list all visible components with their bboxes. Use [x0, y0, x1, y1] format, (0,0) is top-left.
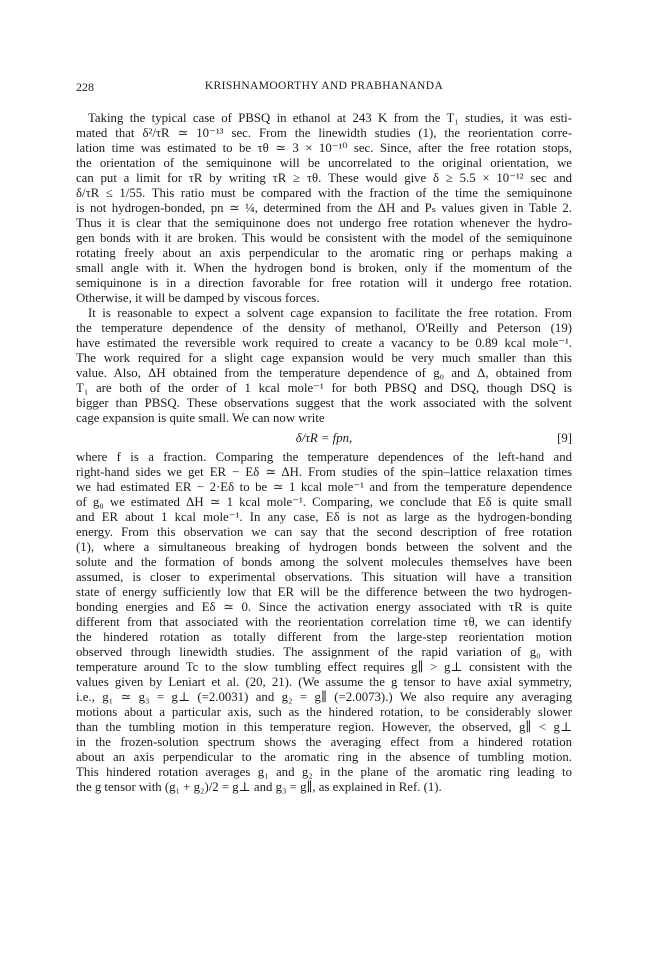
text-line: semiquinone is in a direction favorable for free rotation will it undergo free rotation. — [76, 276, 572, 290]
text-line: the orientation of the semiquinone will be uncorrelated to the original orientation, we — [76, 156, 572, 170]
equation-number: [9] — [557, 431, 572, 445]
text-line: in the frozen-solution spectrum shows the averaging effect from a hindered rotation — [76, 735, 572, 749]
paragraph-3 — [76, 450, 572, 795]
text-line: bigger than PBSQ. These observations suggest that the work associated with the solvent — [76, 396, 572, 410]
text-line: the hindered rotation as totally different from the large-step reorientation motion — [76, 630, 572, 644]
paragraph-2 — [76, 306, 572, 426]
text-line: motions about a particular axis, such as the hindered rotation, to be considerably slower — [76, 705, 572, 719]
running-head: KRISHNAMOORTHY AND PRABHANANDA — [204, 80, 444, 92]
equation-text: δ/τR = fpn, — [295, 431, 353, 445]
text-line: different from that associated with the reorientation correlation time τθ, we can identify — [76, 615, 572, 629]
text-line: observed through linewidth studies. The assignment of the rapid variation of g₀ with — [76, 645, 572, 659]
text-line: is not hydrogen-bonded, pn ≃ ¼, determined from the ΔH and Pₛ values given in Table 2. — [76, 201, 572, 215]
text-line: assumed, is closer to experimental observations. This situation will have a transition — [76, 570, 572, 584]
text-line: the temperature dependence of the density of methanol, O'Reilly and Peterson (19) — [76, 321, 572, 335]
equation-9 — [76, 426, 572, 450]
text-line: where f is a fraction. Comparing the temperature dependences of the left-hand and — [76, 450, 572, 464]
text-line: the g tensor with (g₁ + g₂)/2 = g⊥ and g₃ = g∥, as explained in Ref. (1). — [76, 780, 442, 794]
text-line: bonding energies and Eδ ≃ 0. Since the activation energy associated with τR is quite — [76, 600, 572, 614]
text-line: This hindered rotation averages g₁ and g₂ in the plane of the aromatic ring leading to — [76, 765, 572, 779]
text-line: rotating freely about an axis perpendicular to the aromatic ring or perhaps making a — [76, 246, 572, 260]
text-line: T₁ are both of the order of 1 kcal mole⁻¹ for both PBSQ and DSQ, though DSQ is — [76, 381, 572, 395]
text-line: Otherwise, it will be damped by viscous forces. — [76, 291, 320, 305]
text-line: gen bonds with it are broken. This would be consistent with the model of the semiquinone — [76, 231, 572, 245]
text-line: It is reasonable to expect a solvent cage expansion to facilitate the free rotation. From — [88, 306, 572, 320]
text-line: mated that δ²/τR ≃ 10⁻¹³ sec. From the linewidth studies (1), the reorientation corre- — [76, 126, 572, 140]
text-line: Thus it is clear that the semiquinone does not undergo free rotation whenever the hydro- — [76, 216, 572, 230]
text-line: lation time was estimated to be τθ ≃ 3 × 10⁻¹⁰ sec. Since, after the free rotation stops, — [76, 141, 572, 155]
text-line: δ/τR ≤ 1/55. This ratio must be compared with the fraction of the time the semiquinone — [76, 186, 572, 200]
text-line: we had estimated ER − 2·Eδ to be ≃ 1 kcal mole⁻¹ and from the temperature dependence — [76, 480, 572, 494]
text-line: right-hand sides we get ER − Eδ ≃ ΔH. From studies of the spin–lattice relaxation times — [76, 465, 572, 479]
text-line: of g₀ we estimated ΔH ≃ 1 kcal mole⁻¹. Comparing, we conclude that Eδ is quite small — [76, 495, 572, 509]
text-line: than the tumbling motion in this temperature region. However, the observed, g∥ < g⊥ — [76, 720, 572, 734]
text-line: can put a limit for τR by writing τR ≥ τθ. These would give δ ≥ 5.5 × 10⁻¹² sec and — [76, 171, 572, 185]
text-line: i.e., g₁ ≃ g₃ = g⊥ (=2.0031) and g₂ = g∥ (=2.0073).) We also require any averaging — [76, 690, 572, 704]
paragraph-1 — [76, 111, 572, 306]
text-line: small angle with it. When the hydrogen bond is broken, only if the momentum of the — [76, 261, 572, 275]
text-line: temperature around Tc to the slow tumbling effect requires g∥ > g⊥ consistent with the — [76, 660, 572, 674]
text-line: values given by Leniart et al. (20, 21). (We assume the g tensor to have axial symmetry, — [76, 675, 572, 689]
text-line: value. Also, ΔH obtained from the temperature dependence of g₀ and Δ, obtained from — [76, 366, 572, 380]
body-text — [76, 111, 572, 795]
text-line: solute and the formation of bonds among the solvent molecules themselves have been — [76, 555, 572, 569]
text-line: have estimated the reversible work required to create a vacancy to be 0.89 kcal mole⁻¹. — [76, 336, 572, 350]
text-line: The work required for a slight cage expansion would be very much smaller than this — [76, 351, 572, 365]
text-line: Taking the typical case of PBSQ in ethanol at 243 K from the T₁ studies, it was esti- — [88, 111, 572, 125]
text-line: cage expansion is quite small. We can now write — [76, 411, 325, 425]
text-line: state of energy sufficiently low that ER will be the difference between the two hydrogen- — [76, 585, 572, 599]
text-line: energy. From this observation we can say that the second description of free rotation — [76, 525, 572, 539]
page-header — [76, 80, 572, 96]
text-line: (1), where a simultaneous breaking of hydrogen bonds between the solvent and the — [76, 540, 572, 554]
page-number: 228 — [76, 80, 94, 94]
text-line: about an axis perpendicular to the aromatic ring in the absence of tumbling motion. — [76, 750, 572, 764]
text-line: and ER about 1 kcal mole⁻¹. In any case, Eδ is not as large as the hydrogen-bonding — [76, 510, 572, 524]
